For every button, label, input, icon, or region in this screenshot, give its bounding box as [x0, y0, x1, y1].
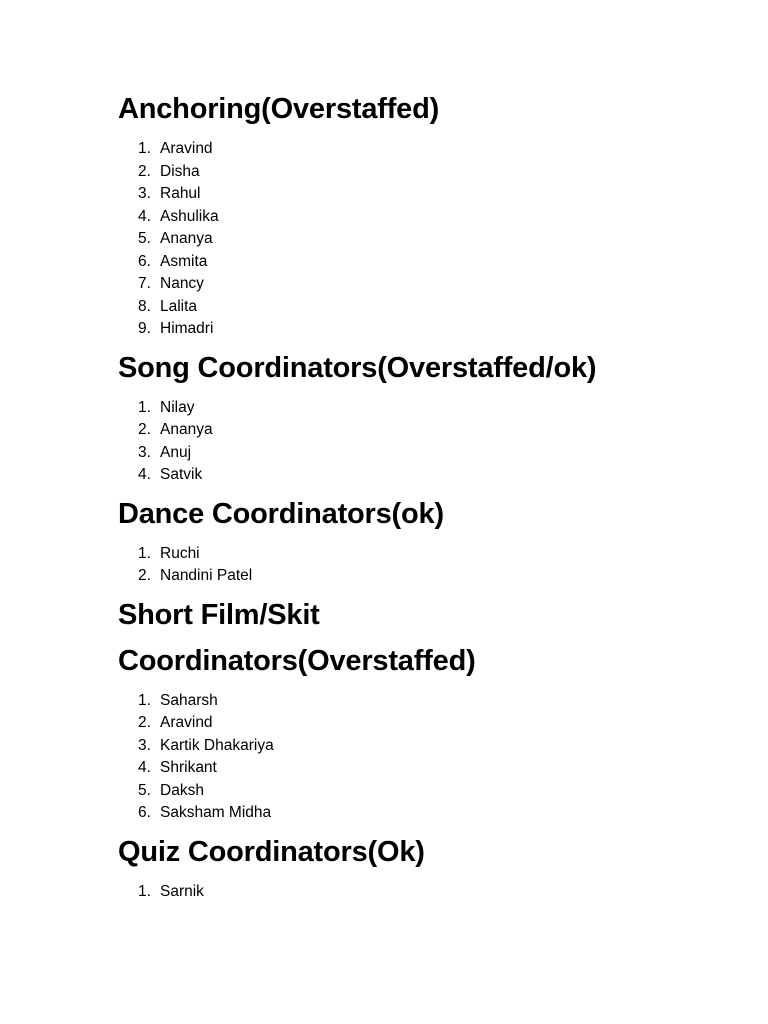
- member-list-song: [118, 397, 768, 487]
- member-list-quiz: [118, 881, 768, 904]
- member-name: Rahul: [160, 185, 201, 202]
- member-name: Saksham Midha: [160, 804, 272, 821]
- list-item: 6. Asmita: [138, 252, 208, 270]
- section-title-quiz: Quiz Coordinators(Ok): [118, 835, 425, 868]
- list-item: 2. Disha: [138, 162, 200, 180]
- member-name: Aravind: [160, 140, 213, 157]
- list-item: 4. Satvik: [138, 466, 203, 483]
- member-name: Nilay: [160, 398, 195, 416]
- list-item: 2. Aravind: [138, 714, 213, 731]
- list-item: 3. Anuj: [138, 443, 192, 461]
- member-name: Disha: [160, 162, 200, 180]
- member-name: Himadri: [160, 320, 214, 337]
- member-name: Asmita: [160, 252, 208, 270]
- list-item: 1. Saharsh: [138, 691, 218, 709]
- member-name: Lalita: [160, 297, 198, 315]
- section-title-dance: Dance Coordinators(ok): [118, 497, 444, 530]
- member-name: Kartik Dhakariya: [160, 736, 274, 754]
- list-item: 6. Saksham Midha: [138, 804, 272, 821]
- member-name: Anuj: [160, 443, 192, 461]
- list-item: 5. Ananya: [138, 230, 213, 247]
- list-item: 1. Sarnik: [138, 882, 204, 900]
- member-name: Satvik: [160, 466, 203, 483]
- member-name: Ashulika: [160, 207, 219, 225]
- list-item: 1. Ruchi: [138, 544, 200, 562]
- member-name: Ruchi: [160, 544, 200, 562]
- list-item: 4. Shrikant: [138, 759, 217, 776]
- list-item: 4. Ashulika: [138, 207, 219, 225]
- list-item: 2. Nandini Patel: [138, 567, 253, 584]
- member-list-anchoring: [118, 138, 768, 341]
- list-item: 1. Aravind: [138, 140, 213, 157]
- member-name: Ananya: [160, 230, 213, 247]
- member-name: Nandini Patel: [160, 567, 253, 584]
- list-item: 3. Rahul: [138, 185, 201, 202]
- list-item: 1. Nilay: [138, 398, 195, 416]
- member-name: Daksh: [160, 781, 204, 799]
- member-name: Sarnik: [160, 882, 204, 900]
- list-item: 8. Lalita: [138, 297, 198, 315]
- member-list-dance: [118, 543, 768, 588]
- list-item: 9. Himadri: [138, 320, 214, 337]
- list-item: 5. Daksh: [138, 781, 204, 799]
- section-title-song: Song Coordinators(Overstaffed/ok): [118, 351, 597, 384]
- section-title-anchoring: Anchoring(Overstaffed): [118, 93, 440, 125]
- member-list-short-film-skit: [118, 690, 768, 825]
- list-item: 2. Ananya: [138, 421, 213, 438]
- member-name: Saharsh: [160, 691, 218, 709]
- member-name: Ananya: [160, 421, 213, 438]
- section-title-short-film-skit: Short Film/Skit Coordinators(Overstaffed): [118, 598, 476, 677]
- list-item: 7. Nancy: [138, 275, 204, 292]
- member-name: Nancy: [160, 275, 204, 292]
- list-item: 3. Kartik Dhakariya: [138, 736, 274, 754]
- member-name: Aravind: [160, 714, 213, 731]
- member-name: Shrikant: [160, 759, 217, 776]
